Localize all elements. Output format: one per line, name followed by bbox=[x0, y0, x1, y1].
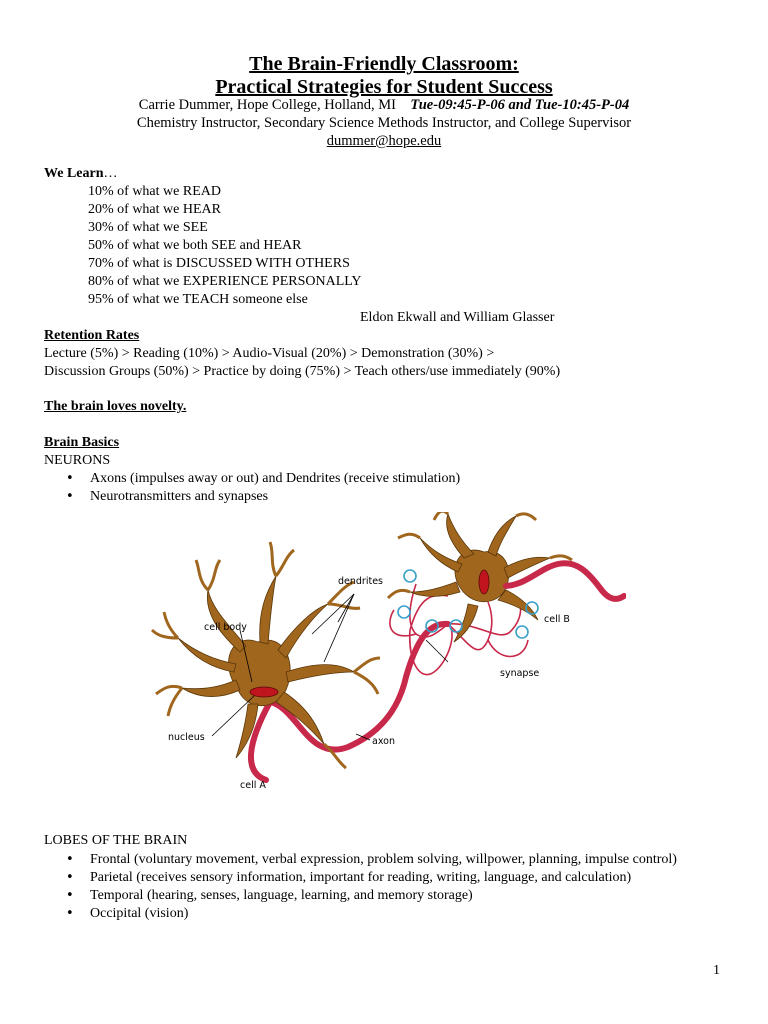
page-number: 1 bbox=[713, 963, 720, 978]
email-link[interactable]: dummer@hope.edu bbox=[326, 133, 442, 149]
brain-basics-list bbox=[64, 470, 460, 506]
we-learn-item: 20% of what we HEAR bbox=[88, 202, 221, 217]
author-text: Carrie Dummer, Hope College, Holland, MI bbox=[138, 97, 396, 113]
we-learn-item: 30% of what we SEE bbox=[88, 220, 208, 235]
novelty-statement: The brain loves novelty. bbox=[44, 399, 187, 414]
session-text: Tue-09:45-P-06 and Tue-10:45-P-04 bbox=[410, 97, 630, 113]
lobe-item-temporal: • Temporal (hearing, senses, language, learning, and memory storage) bbox=[64, 887, 677, 905]
label-cell-body: cell body bbox=[204, 622, 247, 633]
retention-heading: Retention Rates bbox=[44, 328, 140, 343]
we-learn-list bbox=[88, 183, 362, 309]
document-title-line1 bbox=[0, 52, 768, 76]
we-learn-heading-text: We Learn bbox=[44, 166, 104, 181]
brain-basics-item: • Neurotransmitters and synapses bbox=[64, 488, 460, 506]
label-cell-a: cell A bbox=[240, 780, 266, 791]
lobe-item-occipital: • Occipital (vision) bbox=[64, 905, 677, 923]
neurons-subheading: NEURONS bbox=[44, 453, 111, 468]
neuron-diagram bbox=[148, 512, 626, 814]
label-nucleus: nucleus bbox=[168, 732, 205, 743]
brain-basics-heading: Brain Basics bbox=[44, 435, 120, 450]
we-learn-heading-ellipsis: … bbox=[103, 166, 118, 181]
email-line bbox=[0, 132, 768, 150]
we-learn-attribution: Eldon Ekwall and William Glasser bbox=[360, 310, 555, 325]
label-dendrites: dendrites bbox=[338, 576, 383, 587]
roles-line: Chemistry Instructor, Secondary Science Methods Instructor, and College Supervisor bbox=[136, 115, 632, 131]
lobes-list bbox=[64, 851, 677, 923]
we-learn-item: 10% of what we READ bbox=[88, 184, 221, 199]
title-line2-text: Practical Strategies for Student Success bbox=[215, 76, 553, 98]
label-axon: axon bbox=[372, 736, 395, 747]
cell-a-nucleus bbox=[250, 687, 278, 697]
lobe-item-frontal: • Frontal (voluntary movement, verbal expression, problem solving, willpower, planning, impulse control) bbox=[64, 851, 677, 869]
retention-line2: Discussion Groups (50%) > Practice by doing (75%) > Teach others/use immediately (90%) bbox=[44, 364, 561, 379]
brain-basics-item: • Axons (impulses away or out) and Dendrites (receive stimulation) bbox=[64, 470, 460, 488]
label-synapse: synapse bbox=[500, 668, 540, 679]
cell-b-nucleus bbox=[479, 570, 489, 594]
label-cell-b: cell B bbox=[544, 614, 570, 625]
we-learn-item: 70% of what is DISCUSSED WITH OTHERS bbox=[88, 256, 350, 271]
retention-line1: Lecture (5%) > Reading (10%) > Audio-Visual (20%) > Demonstration (30%) > bbox=[44, 346, 495, 361]
author-line bbox=[0, 96, 768, 114]
lobe-item-parietal: • Parietal (receives sensory information, important for reading, writing, language, and calculation) bbox=[64, 869, 677, 887]
lobes-heading: LOBES OF THE BRAIN bbox=[44, 833, 188, 848]
title-line1-text: The Brain-Friendly Classroom: bbox=[249, 53, 519, 75]
we-learn-item: 50% of what we both SEE and HEAR bbox=[88, 238, 302, 253]
we-learn-heading bbox=[44, 165, 118, 183]
we-learn-item: 95% of what we TEACH someone else bbox=[88, 292, 308, 307]
we-learn-item: 80% of what we EXPERIENCE PERSONALLY bbox=[88, 274, 362, 289]
